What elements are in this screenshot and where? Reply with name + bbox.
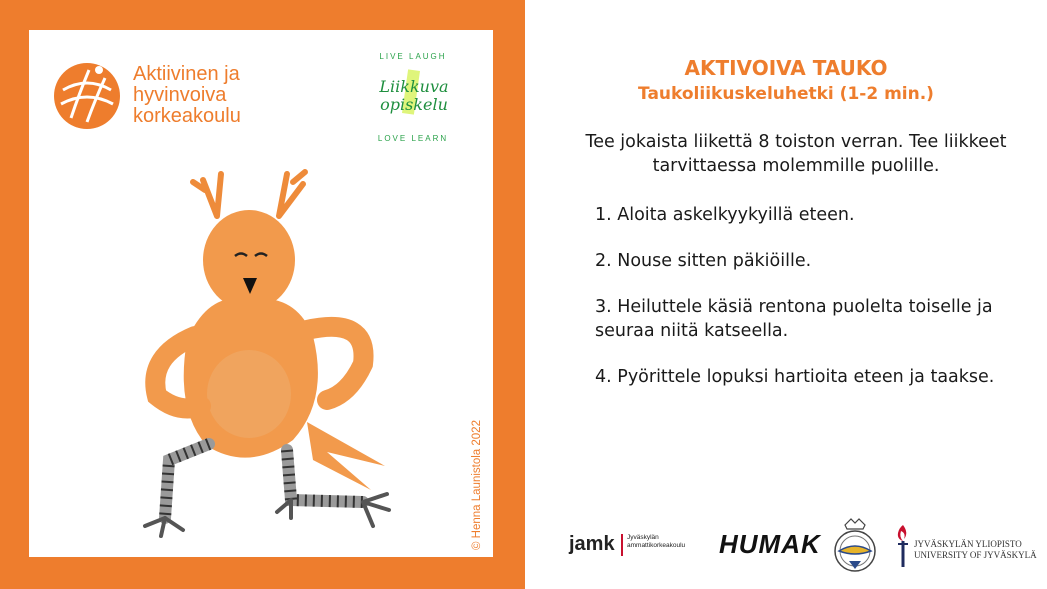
jamk-sub-line: Jyväskylän: [627, 534, 659, 541]
step-item: 1. Aloita askelkyykyillä eteen.: [595, 205, 855, 225]
jamk-sub-line: ammattikorkeakoulu: [627, 542, 686, 549]
copyright-text: © Henna Launistola 2022: [471, 420, 483, 550]
brand-line: Aktiivinen ja: [133, 63, 240, 85]
jamk-logo: jamk: [569, 533, 615, 555]
steps-list: [595, 203, 1015, 411]
brand-name: [133, 64, 303, 127]
liikkuva-opiskelu-logo: [353, 48, 473, 152]
jamk-divider: [621, 534, 623, 556]
page-title: AKTIVOIVA TAUKO: [684, 56, 888, 80]
brand-line: hyvinvoiva: [133, 84, 227, 106]
humak-logo: HUMAK: [719, 529, 821, 559]
logo-top-arc: LIVE LAUGH: [379, 52, 447, 61]
torch-icon: [895, 523, 911, 569]
partner-logos: [569, 515, 1039, 575]
logo-main-text: [355, 78, 473, 114]
jyu-line: UNIVERSITY OF JYVÄSKYLÄ: [914, 550, 1037, 560]
page-subtitle: Taukoliikuskeluhetki (1-2 min.): [638, 84, 934, 104]
brand-line: korkeakoulu: [133, 105, 241, 127]
bird-mascot-illustration: [117, 160, 417, 552]
jyu-logo-text: [914, 539, 1037, 561]
logo-main-line: opiskelu: [380, 95, 448, 114]
step-item: 4. Pyörittele lopuksi hartioita eteen ja taakse.: [595, 367, 995, 387]
intro-text: Tee jokaista liikettä 8 toiston verran. Tee liikkeet tarvittaessa molemmille puolille.: [585, 132, 1007, 176]
illustration-card: [29, 30, 493, 557]
step-item: 3. Heiluttele käsiä rentona puolelta toiselle ja seuraa niitä katseella.: [595, 297, 993, 341]
crest-emblem-icon: [827, 517, 883, 575]
jyu-line: JYVÄSKYLÄN YLIOPISTO: [914, 539, 1022, 549]
logo-main-line: Liikkuva: [379, 77, 449, 96]
content-panel: [525, 0, 1047, 589]
active-university-logo-icon: [47, 56, 127, 136]
step-item: 2. Nouse sitten päkiöille.: [595, 251, 812, 271]
jamk-subtitle: [627, 534, 717, 550]
logo-bottom-arc: LOVE LEARN: [377, 134, 449, 143]
